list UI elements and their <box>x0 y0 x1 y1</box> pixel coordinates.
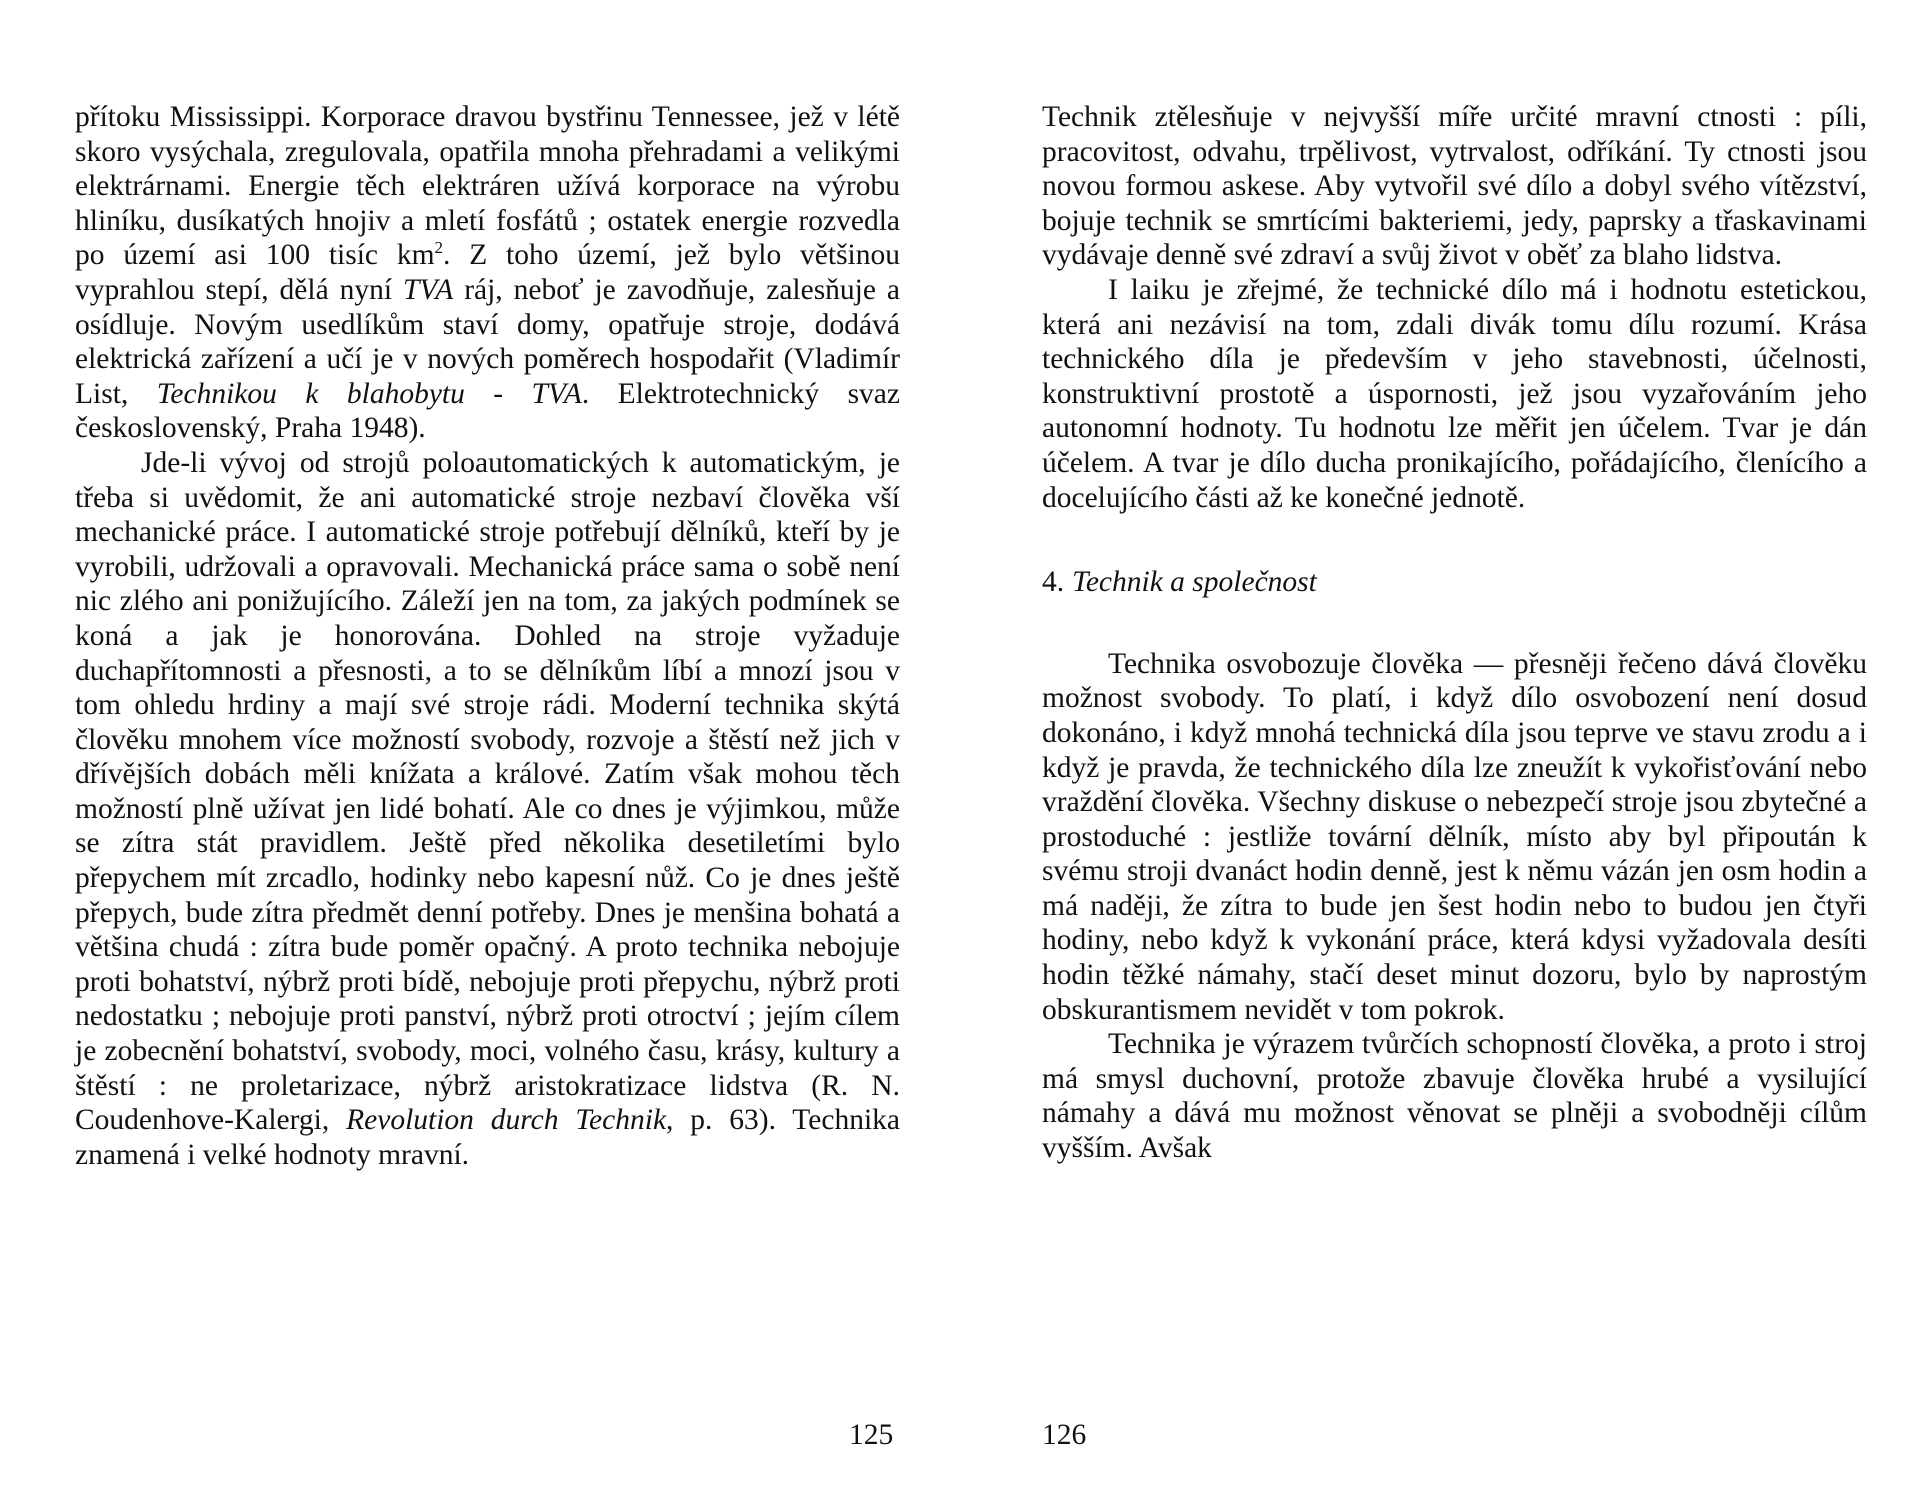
page-number-right: 126 <box>1042 1419 1087 1451</box>
italic-run: Revolution durch Technik <box>346 1104 667 1137</box>
italic-run: TVA <box>403 273 454 306</box>
section-number: 4. <box>1042 566 1065 599</box>
right-paragraph-3: Technika osvobozuje člověka — přesněji řečeno dává člověku možnost svobody. To platí, i když dílo osvobození není dosud dokonáno, i když mnohá technická díla jsou teprve ve stavu zrodu a i když je pravda, že technického díla lze zneužít k vykořisťování nebo vraždění člověka. Všechny diskuse o nebezpečí stroje jsou zbytečné a prostoduché : jestliže tovární dělník, místo aby byl připoután k svému stroji dvanáct hodin denně, jest k němu vázán jen osm hodin a má naději, že zítra to bude jen šest hodin nebo to budou jen čtyři hodiny, nebo když k vykonání práce, která kdysi vyžadovala desíti hodin těžké námahy, stačí deset minut dozoru, bylo by naprostým obskurantismem nevidět v tom pokrok. <box>1042 647 1867 1026</box>
left-paragraph-1: přítoku Mississippi. Korporace dravou bystřinu Tennessee, jež v létě skoro vysýchala, zregulovala, opatřila mnoha přehradami a velikými elektrárnami. Energie těch elektráren užívá korporace na výrobu hliníku, dusíkatých hnojiv a mletí fosfátů ; ostatek energie rozvedla po území asi 100 tisíc $km^2$. Z toho území, jež bylo většinou vyprahlou stepí, dělá nyní TVA ráj, neboť je zavodňuje, zalesňuje a osídluje. Novým usedlíkům staví domy, opatřuje stroje, dodává elektrická zařízení a učí je v nových poměrech hospodařit (Vladimír List, Technikou k blahobytu - TVA. Elektrotechnický svaz československý, Praha 1948). <box>75 101 900 445</box>
right-page <box>1042 100 1867 1166</box>
right-paragraph-2: I laiku je zřejmé, že technické dílo má i hodnotu estetickou, která ani nezávisí na tom, zdali divák tomu dílu rozumí. Krása technického díla je především v jeho stavebnosti, účelnosti, konstruktivní prostotě a úspornosti, jež jsou vyzařováním jeho autonomní hodnoty. Tu hodnotu lze měřit jen účelem. Tvar je dán účelem. A tvar je dílo ducha pronikajícího, pořádajícího, členícího a docelujícího části až ke konečné jednotě. <box>1042 273 1867 514</box>
right-paragraph-1: Technik ztělesňuje v nejvyšší míře určité mravní ctnosti : píli, pracovitost, odvahu, trpělivost, vytrvalost, odříkání. Ty ctnosti jsou novou formou askese. Aby vytvořil své dílo a dobyl svého vítězství, bojuje technik se smrtícími bakteriemi, jedy, paprsky a třaskavinami vydávaje denně své zdraví a svůj život v oběť za blaho lidstva. <box>1042 101 1867 272</box>
section-title: Technik a společnost <box>1072 566 1317 599</box>
left-page <box>75 100 900 1172</box>
page-number-left: 125 <box>849 1419 894 1451</box>
right-paragraph-4: Technika je výrazem tvůrčích schopností člověka, a proto i stroj má smysl duchovní, protože zbavuje člověka hrubé a vysilující námahy a dává mu možnost věnovat se plněji a svobodněji cílům vyšším. Avšak <box>1042 1028 1867 1165</box>
left-paragraph-2: Jde-li vývoj od strojů poloautomatických k automatickým, je třeba si uvědomit, že ani automatické stroje nezbaví člověka vší mechanické práce. I automatické stroje potřebují dělníků, kteří by je vyrobili, udržovali a opravovali. Mechanická práce sama o sobě není nic zlého ani ponižujícího. Záleží jen na tom, za jakých podmínek se koná a jak je honorována. Dohled na stroje vyžaduje duchapřítomnosti a přesnosti, a to se dělníkům líbí a mnozí jsou v tom ohledu hrdiny a mají své stroje rádi. Moderní technika skýtá člověku mnohem více možností svobody, rozvoje a štěstí než jich v dřívějších dobách měli knížata a králové. Zatím však mohou těch možností plně užívat jen lidé bohatí. Ale co dnes je výjimkou, může se zítra stát pravidlem. Ještě před několika desetiletími bylo přepychem mít zrcadlo, hodinky nebo kapesní nůž. Co je dnes ještě přepych, bude zítra předmět denní potřeby. Dnes je menšina bohatá a většina chudá : zítra bude poměr opačný. A proto technika nebojuje proti bohatství, nýbrž proti bídě, nebojuje proti přepychu, nýbrž proti nedostatku ; nebojuje proti panství, nýbrž proti otroctví ; jejím cílem je zobecnění bohatství, svobody, moci, volného času, krásy, kultury a štěstí : ne proletarizace, nýbrž aristokratizace lidstva (R. N. Coudenhove-Kalergi, Revolution durch Technik, p. 63). Technika znamená i velké hodnoty mravní. <box>75 446 900 1171</box>
superscript: 2 <box>434 238 444 258</box>
section-heading <box>1042 565 1867 600</box>
italic-run: Technikou k blahobytu - TVA <box>156 377 582 410</box>
